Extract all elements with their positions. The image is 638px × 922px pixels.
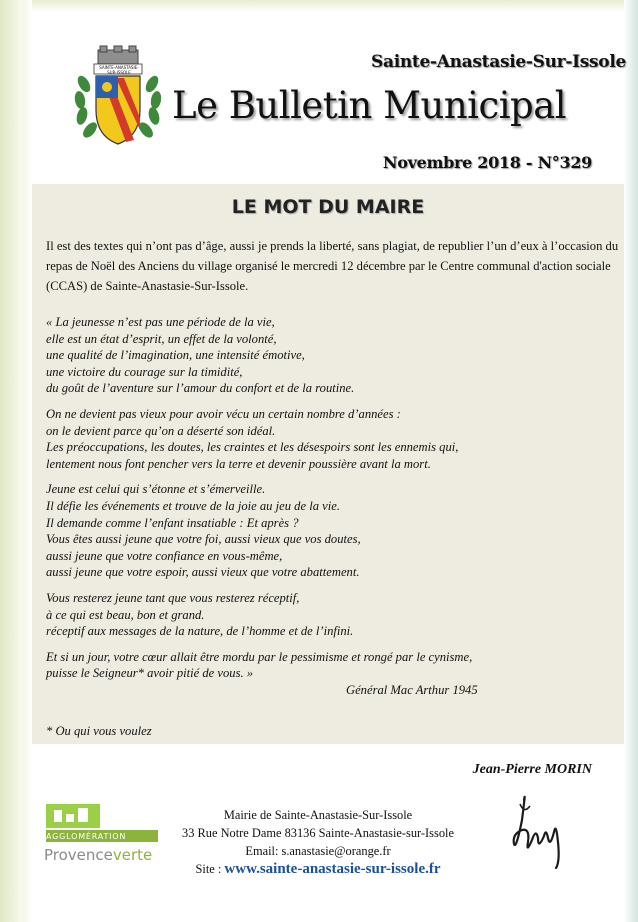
bulletin-title: Le Bulletin Municipal — [172, 84, 567, 127]
poem-line: Vous resterez jeune tant que vous resterez réceptif, — [46, 590, 300, 605]
author-name: Jean-Pierre MORIN — [472, 762, 592, 777]
footer-site-link[interactable]: www.sainte-anastasie-sur-issole.fr — [224, 861, 441, 877]
poem-line: puisse le Seigneur* avoir pitié de vous. » — [46, 666, 254, 681]
poem-line: Vous êtes aussi jeune que votre foi, aussi vieux que vos doutes, — [46, 532, 361, 547]
issue-info: Novembre 2018 - N°329 — [382, 153, 592, 172]
quote-author: Général Mac Arthur 1945 — [346, 682, 478, 697]
left-decor-band-inner — [22, 0, 32, 922]
agglo-logo-word-provence: Provence — [44, 846, 113, 864]
poem-line: Il demande comme l’enfant insatiable : Et après ? — [46, 515, 299, 530]
poem-line: Il défie les événements et trouve de la joie au jeu de la vie. — [46, 498, 340, 513]
poem — [46, 314, 620, 707]
poem-line: Les préoccupations, les doutes, les craintes et les désespoirs sont les ennemis qui, — [46, 440, 459, 455]
poem-line: à ce qui est beau, bon et grand. — [46, 607, 205, 622]
mayor-signature-icon — [502, 780, 572, 870]
footer-site — [160, 860, 476, 878]
main-article-panel — [32, 184, 624, 744]
poem-line: on le devient parce qu’on a déserté son idéal. — [46, 423, 276, 438]
footer-site-label: Site : — [195, 862, 225, 876]
footer-contact — [160, 806, 476, 878]
poem-line: aussi jeune que votre confiance en vous-même, — [46, 548, 283, 563]
coat-of-arms-icon — [72, 44, 164, 152]
poem-line: Jeune est celui qui s’étonne et s’émerveille. — [46, 482, 266, 497]
article-title: LE MOT DU MAIRE — [231, 196, 425, 218]
poem-line: réceptif aux messages de la nature, de l’homme et de l’infini. — [46, 624, 354, 639]
poem-line: du goût de l’aventure sur l’amour du confort et de la routine. — [46, 381, 355, 396]
left-decor-band — [0, 0, 22, 922]
agglo-logo-name — [44, 846, 152, 864]
town-name: Sainte-Anastasie-Sur-Issole — [371, 52, 626, 72]
agglo-logo-word-verte: verte — [112, 846, 153, 864]
footer-address-line2: 33 Rue Notre Dame 83136 Sainte-Anastasie-sur-Issole — [182, 826, 454, 840]
article-intro: Il est des textes qui n’ont pas d’âge, aussi je prends la liberté, sans plagiat, de republier l’un d’eux à l’occasion du repas de Noël des Anciens du village organisé le mercredi 12 décembre par le Centre communal d'action sociale (CCAS) de Sainte-Anastasie-Sur-Issole. — [46, 239, 619, 293]
top-decor-band — [0, 0, 638, 12]
poem-stanza — [46, 314, 620, 397]
poem-line: Et si un jour, votre cœur allait être mordu par le pessimisme et rongé par le cynisme, — [46, 649, 473, 664]
agglo-logo-line1: AGGLOMÉRATION — [46, 832, 127, 841]
poem-line: une qualité de l’imagination, une intensité émotive, — [46, 348, 305, 363]
poem-stanza — [46, 649, 620, 699]
poem-line: On ne devient pas vieux pour avoir vécu un certain nombre d’années : — [46, 406, 401, 421]
footer-address-line1: Mairie de Sainte-Anastasie-Sur-Issole — [223, 808, 413, 822]
poem-line: « La jeunesse n’est pas une période de la vie, — [46, 315, 275, 329]
poem-stanza — [46, 590, 620, 640]
poem-line: une victoire du courage sur la timidité, — [46, 364, 243, 379]
poem-line: elle est un état d’esprit, un effet de la volonté, — [46, 331, 277, 346]
footer-email[interactable]: Email: s.anastasie@orange.fr — [245, 844, 391, 858]
coat-of-arms-banner-text: SAINTE-ANASTASIE-SUR-ISSOLE — [99, 65, 139, 75]
poem-line: lentement nous font pencher vers la terre et devenir poussière avant la mort. — [46, 456, 431, 471]
footnote: * Ou qui vous voulez — [46, 724, 152, 738]
poem-line: aussi jeune que votre espoir, aussi vieux que votre abattement. — [46, 565, 360, 580]
poem-stanza — [46, 406, 620, 472]
poem-stanza — [46, 481, 620, 581]
right-decor-band — [624, 0, 638, 922]
